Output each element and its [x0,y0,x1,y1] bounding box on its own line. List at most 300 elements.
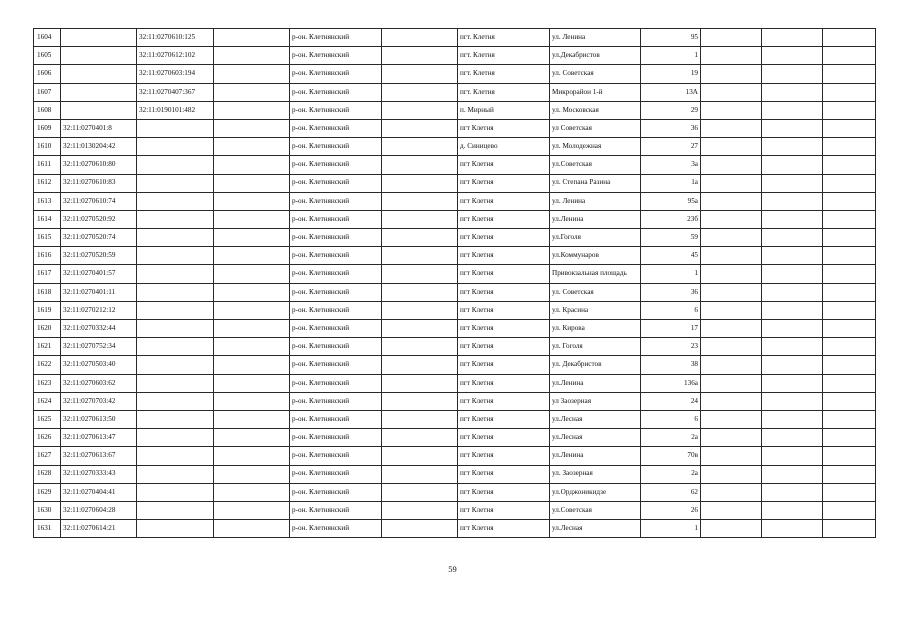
empty-cell [762,429,823,447]
empty-cell [214,156,290,174]
house-number-cell: 70в [641,447,701,465]
empty-cell [701,429,762,447]
empty-cell [382,247,458,265]
empty-cell [762,320,823,338]
district-cell: р-он. Клетнянский [290,465,382,483]
empty-cell [823,265,876,283]
row-number-cell: 1624 [34,392,61,410]
district-cell: р-он. Клетнянский [290,283,382,301]
table-row [34,247,876,265]
row-number-cell: 1611 [34,156,61,174]
cadastral-number-2-cell [137,283,214,301]
cadastral-number-2-cell [137,119,214,137]
settlement-cell: пгт Клетня [458,392,550,410]
cadastral-number-2-cell: 32:11:0270612:102 [137,47,214,65]
empty-cell [823,210,876,228]
row-number-cell: 1605 [34,47,61,65]
cadastral-number-2-cell [137,192,214,210]
district-cell: р-он. Клетнянский [290,29,382,47]
registry-table [33,28,876,538]
cadastral-number-cell [61,47,137,65]
district-cell: р-он. Клетнянский [290,483,382,501]
empty-cell [701,174,762,192]
empty-cell [214,301,290,319]
empty-cell [701,210,762,228]
street-cell: ул. Советская [550,65,641,83]
table-row [34,447,876,465]
table-row [34,356,876,374]
empty-cell [382,283,458,301]
settlement-cell: пгт Клетня [458,174,550,192]
cadastral-number-2-cell: 32:11:0270407:367 [137,83,214,101]
district-cell: р-он. Клетнянский [290,210,382,228]
empty-cell [382,501,458,519]
empty-cell [762,174,823,192]
table-row [34,338,876,356]
settlement-cell: пгт Клетня [458,210,550,228]
settlement-cell: пгт Клетня [458,283,550,301]
street-cell: ул.Гоголя [550,229,641,247]
empty-cell [214,192,290,210]
house-number-cell: 24 [641,392,701,410]
empty-cell [762,392,823,410]
empty-cell [762,520,823,538]
cadastral-number-cell: 32:11:0270520:74 [61,229,137,247]
row-number-cell: 1614 [34,210,61,228]
empty-cell [382,520,458,538]
cadastral-number-2-cell [137,374,214,392]
empty-cell [214,65,290,83]
cadastral-number-2-cell [137,229,214,247]
cadastral-number-cell [61,65,137,83]
cadastral-number-cell: 32:11:0270401:11 [61,283,137,301]
district-cell: р-он. Клетнянский [290,265,382,283]
house-number-cell: 27 [641,138,701,156]
empty-cell [823,465,876,483]
settlement-cell: пгт Клетня [458,192,550,210]
district-cell: р-он. Клетнянский [290,119,382,137]
empty-cell [214,47,290,65]
cadastral-number-cell: 32:11:0270610:83 [61,174,137,192]
house-number-cell: 1 [641,265,701,283]
cadastral-number-cell: 32:11:0270503:40 [61,356,137,374]
empty-cell [382,192,458,210]
table-row [34,392,876,410]
empty-cell [701,374,762,392]
empty-cell [382,301,458,319]
house-number-cell: 29 [641,101,701,119]
row-number-cell: 1610 [34,138,61,156]
empty-cell [823,520,876,538]
street-cell: ул. Ленина [550,192,641,210]
table-row [34,501,876,519]
row-number-cell: 1622 [34,356,61,374]
row-number-cell: 1618 [34,283,61,301]
cadastral-number-2-cell [137,501,214,519]
settlement-cell: пгт Клетня [458,356,550,374]
street-cell: ул Советская [550,119,641,137]
empty-cell [701,338,762,356]
empty-cell [382,429,458,447]
district-cell: р-он. Клетнянский [290,192,382,210]
cadastral-number-2-cell [137,338,214,356]
cadastral-number-2-cell [137,520,214,538]
empty-cell [762,283,823,301]
district-cell: р-он. Клетнянский [290,429,382,447]
row-number-cell: 1627 [34,447,61,465]
table-row [34,320,876,338]
table-row [34,483,876,501]
row-number-cell: 1613 [34,192,61,210]
registry-table-body [34,29,876,538]
cadastral-number-cell: 32:11:0270613:50 [61,410,137,428]
district-cell: р-он. Клетнянский [290,410,382,428]
empty-cell [382,101,458,119]
cadastral-number-2-cell [137,483,214,501]
empty-cell [701,83,762,101]
settlement-cell: пгт Клетня [458,265,550,283]
cadastral-number-2-cell: 32:11:0190101:482 [137,101,214,119]
district-cell: р-он. Клетнянский [290,65,382,83]
row-number-cell: 1608 [34,101,61,119]
settlement-cell: пгт Клетня [458,410,550,428]
table-row [34,283,876,301]
empty-cell [382,156,458,174]
empty-cell [762,29,823,47]
house-number-cell: 3а [641,156,701,174]
house-number-cell: 23б [641,210,701,228]
empty-cell [701,410,762,428]
empty-cell [701,192,762,210]
row-number-cell: 1631 [34,520,61,538]
table-row [34,119,876,137]
settlement-cell: пгт Клетня [458,483,550,501]
empty-cell [214,210,290,228]
empty-cell [701,101,762,119]
empty-cell [701,501,762,519]
cadastral-number-2-cell [137,392,214,410]
empty-cell [382,138,458,156]
empty-cell [762,301,823,319]
empty-cell [382,83,458,101]
cadastral-number-cell [61,101,137,119]
empty-cell [762,47,823,65]
district-cell: р-он. Клетнянский [290,501,382,519]
empty-cell [382,447,458,465]
empty-cell [762,210,823,228]
empty-cell [214,138,290,156]
district-cell: р-он. Клетнянский [290,338,382,356]
empty-cell [701,392,762,410]
empty-cell [823,229,876,247]
street-cell: ул. Степана Разина [550,174,641,192]
district-cell: р-он. Клетнянский [290,83,382,101]
empty-cell [823,47,876,65]
district-cell: р-он. Клетнянский [290,174,382,192]
empty-cell [823,356,876,374]
empty-cell [382,174,458,192]
cadastral-number-cell: 32:11:0270404:41 [61,483,137,501]
page-number: 59 [448,564,457,574]
district-cell: р-он. Клетнянский [290,229,382,247]
empty-cell [382,229,458,247]
row-number-cell: 1626 [34,429,61,447]
empty-cell [701,29,762,47]
empty-cell [762,410,823,428]
house-number-cell: 17 [641,320,701,338]
cadastral-number-2-cell [137,301,214,319]
empty-cell [382,265,458,283]
empty-cell [762,265,823,283]
house-number-cell: 6 [641,301,701,319]
settlement-cell: пгт Клетня [458,429,550,447]
empty-cell [823,301,876,319]
cadastral-number-2-cell [137,320,214,338]
street-cell: ул Заозерная [550,392,641,410]
street-cell: ул.Советская [550,501,641,519]
settlement-cell: пгт Клетня [458,320,550,338]
empty-cell [382,410,458,428]
empty-cell [214,283,290,301]
empty-cell [823,338,876,356]
street-cell: ул. Московская [550,101,641,119]
empty-cell [823,410,876,428]
row-number-cell: 1629 [34,483,61,501]
empty-cell [701,447,762,465]
empty-cell [214,320,290,338]
district-cell: р-он. Клетнянский [290,47,382,65]
empty-cell [214,247,290,265]
empty-cell [214,338,290,356]
cadastral-number-2-cell [137,410,214,428]
empty-cell [762,119,823,137]
empty-cell [823,119,876,137]
empty-cell [701,229,762,247]
settlement-cell: пгт Клетня [458,156,550,174]
settlement-cell: пгт Клетня [458,520,550,538]
table-row [34,174,876,192]
empty-cell [762,65,823,83]
house-number-cell: 95а [641,192,701,210]
empty-cell [701,138,762,156]
house-number-cell: 38 [641,356,701,374]
cadastral-number-2-cell [137,138,214,156]
empty-cell [762,465,823,483]
street-cell: ул. Заозерная [550,465,641,483]
row-number-cell: 1612 [34,174,61,192]
empty-cell [823,174,876,192]
street-cell: ул.Лесная [550,520,641,538]
house-number-cell: 26 [641,501,701,519]
settlement-cell: д. Синицево [458,138,550,156]
district-cell: р-он. Клетнянский [290,301,382,319]
house-number-cell: 13А [641,83,701,101]
empty-cell [762,483,823,501]
empty-cell [823,65,876,83]
settlement-cell: пгт Клетня [458,247,550,265]
empty-cell [701,465,762,483]
settlement-cell: пгт. Клетня [458,83,550,101]
cadastral-number-cell: 32:11:0270752:34 [61,338,137,356]
house-number-cell: 23 [641,338,701,356]
row-number-cell: 1619 [34,301,61,319]
house-number-cell: 1 [641,47,701,65]
cadastral-number-2-cell: 32:11:0270610:125 [137,29,214,47]
house-number-cell: 1а [641,174,701,192]
street-cell: ул. Советская [550,283,641,301]
empty-cell [214,356,290,374]
empty-cell [382,483,458,501]
empty-cell [382,392,458,410]
table-row [34,465,876,483]
house-number-cell: 95 [641,29,701,47]
street-cell: ул. Красина [550,301,641,319]
district-cell: р-он. Клетнянский [290,156,382,174]
row-number-cell: 1616 [34,247,61,265]
street-cell: ул.Лесная [550,410,641,428]
empty-cell [823,392,876,410]
settlement-cell: пгт. Клетня [458,47,550,65]
empty-cell [382,356,458,374]
cadastral-number-2-cell [137,429,214,447]
street-cell: ул.Лесная [550,429,641,447]
empty-cell [762,338,823,356]
empty-cell [214,483,290,501]
cadastral-number-cell: 32:11:0270603:62 [61,374,137,392]
empty-cell [701,483,762,501]
empty-cell [823,247,876,265]
table-row [34,83,876,101]
street-cell: ул.Ленина [550,374,641,392]
table-row [34,192,876,210]
table-row [34,65,876,83]
district-cell: р-он. Клетнянский [290,374,382,392]
empty-cell [701,156,762,174]
empty-cell [762,356,823,374]
registry-table-container [33,28,875,538]
row-number-cell: 1609 [34,119,61,137]
table-row [34,429,876,447]
table-row [34,374,876,392]
empty-cell [701,320,762,338]
empty-cell [382,47,458,65]
empty-cell [214,447,290,465]
district-cell: р-он. Клетнянский [290,447,382,465]
empty-cell [823,429,876,447]
house-number-cell: 36 [641,119,701,137]
table-row [34,301,876,319]
table-row [34,520,876,538]
cadastral-number-cell: 32:11:0270333:43 [61,465,137,483]
cadastral-number-cell: 32:11:0270520:92 [61,210,137,228]
row-number-cell: 1621 [34,338,61,356]
house-number-cell: 36 [641,283,701,301]
empty-cell [823,501,876,519]
row-number-cell: 1607 [34,83,61,101]
cadastral-number-cell: 32:11:0270610:80 [61,156,137,174]
empty-cell [214,83,290,101]
empty-cell [762,192,823,210]
house-number-cell: 19 [641,65,701,83]
table-row [34,229,876,247]
cadastral-number-cell: 32:11:0270401:57 [61,265,137,283]
row-number-cell: 1615 [34,229,61,247]
cadastral-number-2-cell: 32:11:0270603:194 [137,65,214,83]
cadastral-number-2-cell [137,447,214,465]
row-number-cell: 1606 [34,65,61,83]
cadastral-number-cell: 32:11:0270520:59 [61,247,137,265]
table-row [34,410,876,428]
empty-cell [701,283,762,301]
cadastral-number-2-cell [137,174,214,192]
table-row [34,101,876,119]
street-cell: Микрорайон 1-й [550,83,641,101]
cadastral-number-cell: 32:11:0270212:12 [61,301,137,319]
empty-cell [701,47,762,65]
street-cell: ул.Коммунаров [550,247,641,265]
empty-cell [214,119,290,137]
empty-cell [382,465,458,483]
street-cell: ул.Декабристов [550,47,641,65]
empty-cell [382,320,458,338]
empty-cell [701,247,762,265]
settlement-cell: пгт. Клетня [458,65,550,83]
cadastral-number-cell [61,29,137,47]
empty-cell [762,374,823,392]
district-cell: р-он. Клетнянский [290,520,382,538]
empty-cell [823,320,876,338]
street-cell: ул.Орджоникидзе [550,483,641,501]
district-cell: р-он. Клетнянский [290,392,382,410]
cadastral-number-cell: 32:11:0270703:42 [61,392,137,410]
empty-cell [701,119,762,137]
empty-cell [762,156,823,174]
street-cell: ул. Гоголя [550,338,641,356]
settlement-cell: пгт Клетня [458,374,550,392]
cadastral-number-2-cell [137,356,214,374]
empty-cell [701,520,762,538]
empty-cell [214,429,290,447]
cadastral-number-2-cell [137,465,214,483]
row-number-cell: 1617 [34,265,61,283]
settlement-cell: пгт Клетня [458,301,550,319]
empty-cell [823,29,876,47]
cadastral-number-cell [61,83,137,101]
empty-cell [382,65,458,83]
settlement-cell: пгт Клетня [458,447,550,465]
table-row [34,265,876,283]
empty-cell [214,501,290,519]
empty-cell [214,465,290,483]
settlement-cell: пгт Клетня [458,229,550,247]
cadastral-number-cell: 32:11:0270604:28 [61,501,137,519]
cadastral-number-cell: 32:11:0270401:8 [61,119,137,137]
empty-cell [214,265,290,283]
house-number-cell: 45 [641,247,701,265]
row-number-cell: 1620 [34,320,61,338]
cadastral-number-cell: 32:11:0130204:42 [61,138,137,156]
street-cell: ул. Декабристов [550,356,641,374]
empty-cell [701,65,762,83]
house-number-cell: 59 [641,229,701,247]
empty-cell [762,83,823,101]
row-number-cell: 1630 [34,501,61,519]
district-cell: р-он. Клетнянский [290,138,382,156]
settlement-cell: пгт Клетня [458,338,550,356]
empty-cell [762,501,823,519]
empty-cell [701,301,762,319]
empty-cell [214,174,290,192]
